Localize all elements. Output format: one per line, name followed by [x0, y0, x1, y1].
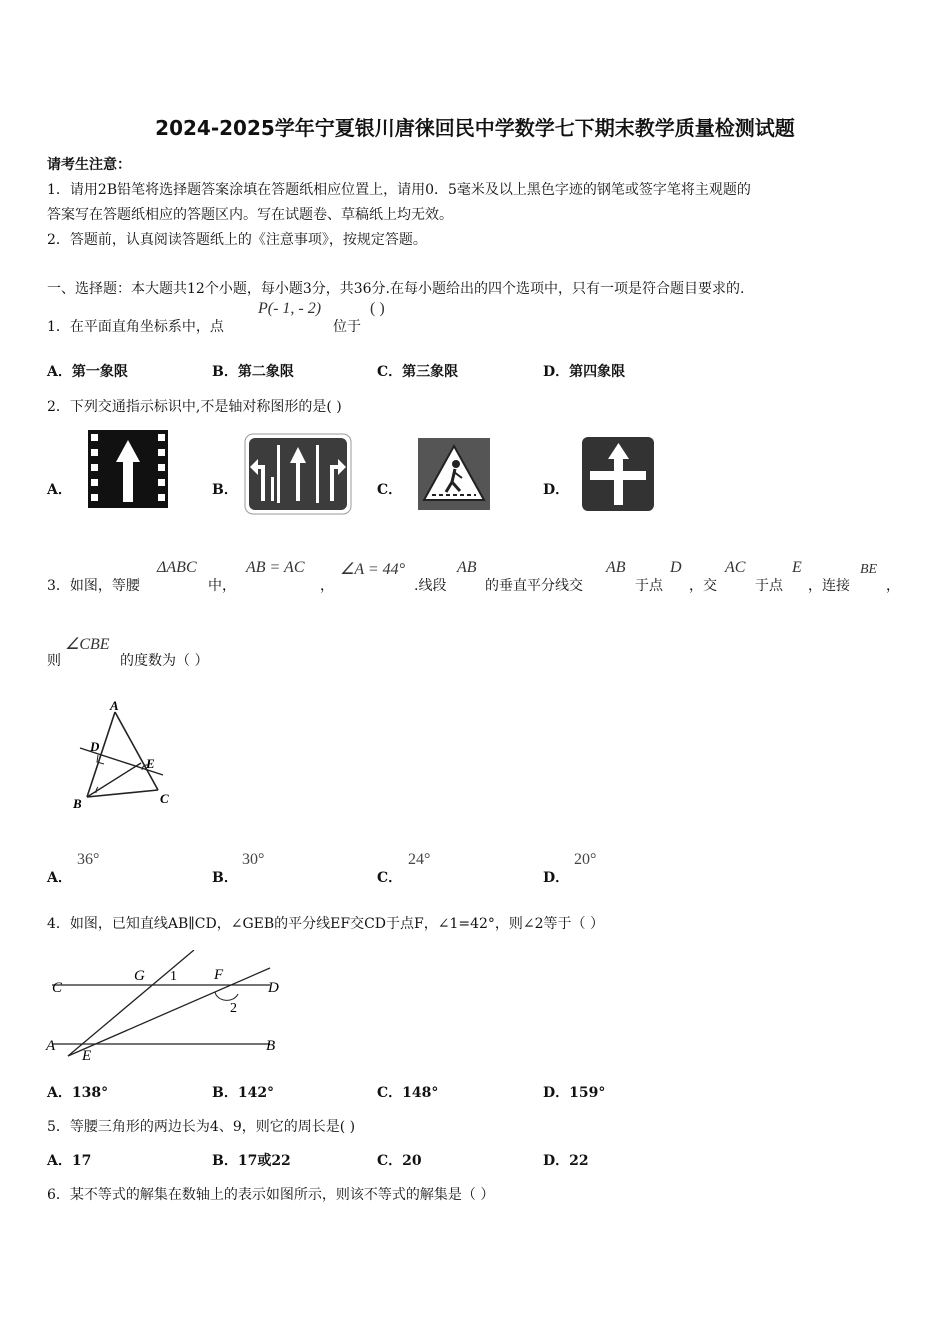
q4-option-c[interactable]: C．148° [377, 1085, 439, 1101]
q3-option-b-value[interactable]: 30° [242, 851, 265, 868]
q1-post: 位于 [333, 319, 361, 335]
q4-fig-label-a: A [46, 1038, 56, 1054]
q3-triangle: ΔABC [157, 559, 197, 576]
q4-fig-label-2: 2 [230, 1001, 237, 1016]
q3-seg-ab: AB [457, 559, 477, 576]
notice-heading: 请考生注意： [47, 157, 131, 173]
q3-comma: ， [320, 578, 334, 594]
q2-label-c[interactable]: C． [377, 482, 403, 498]
q3-option-d-value[interactable]: 20° [574, 851, 597, 868]
q5-stem: 5．等腰三角形的两边长为4、9，则它的周长是( ) [47, 1119, 356, 1135]
q3-line2-post: 的度数为（ ） [120, 653, 209, 669]
q3-stem-part8: ，连接 [808, 578, 850, 594]
q4-stem: 4．如图，已知直线AB∥CD，∠GEB的平分线EF交CD于点F，∠1=42°，则∠2等于（ ） [47, 916, 604, 932]
notice-line-1a: 1．请用2B铅笔将选择题答案涂填在答题纸相应位置上，请用0．5毫米及以上黑色字迹的钢笔或签字笔将主观题的 [47, 182, 751, 198]
q1-option-d[interactable]: D．第四象限 [543, 364, 626, 380]
q1-point: P(- 1, - 2) [258, 300, 322, 317]
q5-option-a[interactable]: A．17 [47, 1153, 92, 1169]
q3-fig-label-c: C [160, 791, 169, 806]
q1-paren: ( ) [370, 300, 385, 317]
q3-eq-ab-ac: AB = AC [246, 559, 305, 576]
q3-option-d[interactable]: D． [543, 870, 570, 886]
sign-lane-directions-icon [244, 433, 352, 515]
q3-triangle-figure [68, 695, 188, 815]
sign-lanes-straight-icon [88, 430, 168, 508]
q1-stem: 1．在平面直角坐标系中，点 [47, 319, 224, 335]
q3-option-c[interactable]: C． [377, 870, 403, 886]
sign-pedestrian-crossing-icon [418, 438, 490, 510]
q4-fig-label-b: B [266, 1038, 276, 1054]
q3-point-e: E [792, 559, 802, 576]
q3-stem-part6: ，交 [689, 578, 717, 594]
q4-option-b[interactable]: B．142° [212, 1085, 275, 1101]
q4-option-a[interactable]: A．138° [47, 1085, 109, 1101]
q3-fig-label-a: A [110, 698, 119, 713]
q2-label-b[interactable]: B． [212, 482, 238, 498]
q3-stem-part5: 于点 [635, 578, 663, 594]
q3-option-a-value[interactable]: 36° [77, 851, 100, 868]
q3-seg-ac: AC [725, 559, 746, 576]
q3-fig-label-d: D [90, 739, 100, 754]
q2-label-a[interactable]: A． [47, 482, 72, 498]
q3-stem-part4: 的垂直平分线交 [485, 578, 583, 594]
q6-stem: 6．某不等式的解集在数轴上的表示如图所示，则该不等式的解集是（ ） [47, 1187, 495, 1203]
notice-line-2: 2．答题前，认真阅读答题纸上的《注意事项》，按规定答题。 [47, 232, 427, 248]
q4-fig-label-c: C [52, 980, 63, 996]
q2-stem: 2．下列交通指示标识中,不是轴对称图形的是( ) [47, 399, 342, 415]
q4-fig-label-d: D [268, 980, 279, 996]
q3-stem-part2: 中， [208, 578, 236, 594]
q5-option-c[interactable]: C．20 [377, 1153, 422, 1169]
q3-stem-part9: ， [886, 578, 900, 594]
q3-option-a[interactable]: A． [47, 870, 72, 886]
q4-fig-label-f: F [214, 967, 224, 983]
notice-line-1b: 答案写在答题纸相应的答题区内。写在试题卷、草稿纸上均无效。 [47, 207, 453, 223]
q4-fig-label-1: 1 [170, 969, 177, 984]
q4-option-d[interactable]: D．159° [543, 1085, 606, 1101]
q3-point-d: D [670, 559, 682, 576]
q5-option-d[interactable]: D．22 [543, 1153, 589, 1169]
q3-seg-be: BE [860, 562, 878, 577]
q4-fig-label-g: G [134, 968, 145, 984]
q3-line2-pre: 则 [47, 653, 61, 669]
q1-option-c[interactable]: C．第三象限 [377, 364, 459, 380]
q3-angle-cbe: ∠CBE [65, 636, 110, 653]
q4-fig-label-e: E [82, 1048, 92, 1064]
q3-stem-part7: 于点 [755, 578, 783, 594]
section-1-heading: 一、选择题：本大题共12个小题，每小题3分，共36分.在每小题给出的四个选项中，只有一项是符合题目要求的. [47, 281, 745, 297]
q1-option-a[interactable]: A．第一象限 [47, 364, 128, 380]
q3-stem-part1: 3．如图，等腰 [47, 578, 140, 594]
q2-label-d[interactable]: D． [543, 482, 570, 498]
sign-crossroad-icon [582, 437, 654, 511]
q3-option-b[interactable]: B． [212, 870, 238, 886]
q3-seg-ab-2: AB [606, 559, 626, 576]
q4-parallel-lines-figure [40, 950, 300, 1070]
page-title: 2024-2025学年宁夏银川唐徕回民中学数学七下期末教学质量检测试题 [155, 116, 795, 140]
q3-stem-part3: .线段 [414, 578, 447, 594]
q3-angle-a: ∠A = 44° [340, 561, 406, 578]
q5-option-b[interactable]: B．17或22 [212, 1153, 291, 1169]
q3-option-c-value[interactable]: 24° [408, 851, 431, 868]
q3-fig-label-e: E [146, 756, 155, 771]
q1-option-b[interactable]: B．第二象限 [212, 364, 294, 380]
q3-fig-label-b: B [73, 796, 82, 811]
